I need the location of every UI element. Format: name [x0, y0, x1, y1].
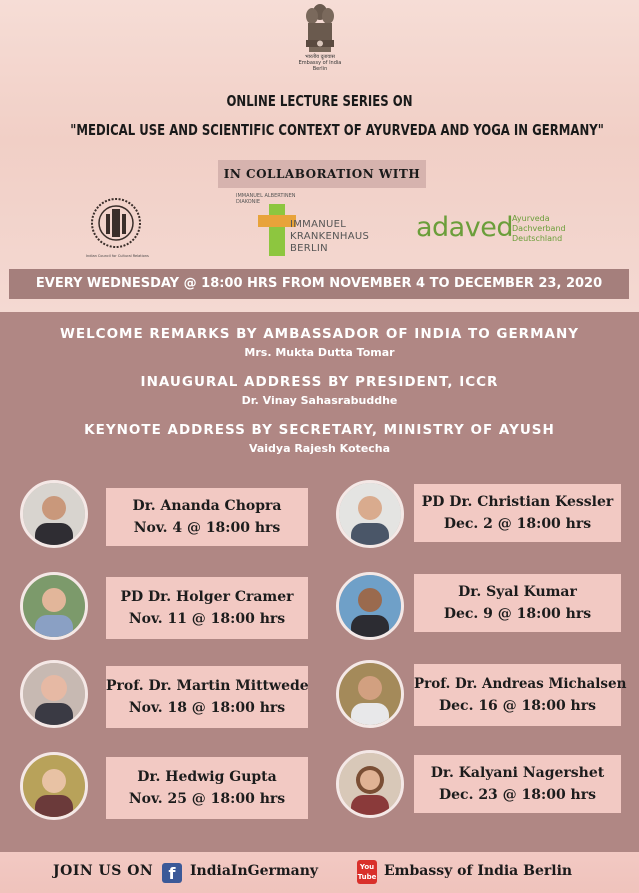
- speaker-card: [414, 664, 627, 726]
- speaker-name: Prof. Dr. Andreas Michalsen: [414, 676, 627, 692]
- speaker-card: [106, 488, 308, 546]
- welcome-remarks: [0, 326, 639, 359]
- person-icon: [339, 663, 401, 725]
- remark-speaker: Mrs. Mukta Dutta Tomar: [244, 346, 395, 359]
- footer-bar: [0, 852, 639, 893]
- person-icon: [23, 663, 85, 725]
- person-icon: [339, 483, 401, 545]
- person-icon: [339, 753, 401, 815]
- embassy-emblem: [296, 2, 344, 80]
- speaker-date: Nov. 4 @ 18:00 hrs: [133, 520, 281, 536]
- series-title: ONLINE LECTURE SERIES ON: [226, 92, 413, 110]
- speaker-photo: [20, 660, 88, 728]
- emblem-text-embassy: Embassy of India: [298, 60, 342, 66]
- collaboration-label: IN COLLABORATION WITH: [218, 160, 426, 188]
- ik-name: IMMANUEL KRANKENHAUS BERLIN: [290, 219, 370, 254]
- adaved-logo: [416, 212, 576, 248]
- speaker-date: Dec. 16 @ 18:00 hrs: [439, 698, 596, 714]
- immanuel-krankenhaus-logo: [236, 193, 376, 265]
- person-icon: [339, 575, 401, 637]
- speaker-name: Dr. Ananda Chopra: [132, 498, 282, 514]
- schedule-banner: EVERY WEDNESDAY @ 18:00 HRS FROM NOVEMBER 4 TO DECEMBER 23, 2020: [9, 269, 629, 299]
- speaker-date: Nov. 18 @ 18:00 hrs: [128, 700, 286, 716]
- speaker-photo: [20, 480, 88, 548]
- youtube-icon[interactable]: You Tube: [357, 860, 377, 884]
- keynote-address: [0, 422, 639, 455]
- speaker-date: Dec. 9 @ 18:00 hrs: [443, 606, 592, 622]
- speaker-name: PD Dr. Holger Cramer: [120, 589, 294, 605]
- iccr-logo: [86, 197, 149, 261]
- speaker-date: Nov. 11 @ 18:00 hrs: [128, 611, 286, 627]
- speaker-name: Dr. Kalyani Nagershet: [430, 765, 605, 781]
- person-icon: [23, 483, 85, 545]
- speaker-photo: [336, 750, 404, 818]
- ashoka-emblem-icon: [303, 2, 337, 54]
- speaker-photo: [20, 572, 88, 640]
- speaker-name: Dr. Syal Kumar: [458, 584, 577, 600]
- speaker-card: [414, 574, 621, 632]
- series-subtitle: "MEDICAL USE AND SCIENTIFIC CONTEXT OF AYURVEDA AND YOGA IN GERMANY": [70, 121, 604, 139]
- speaker-photo: [336, 572, 404, 640]
- remark-speaker: Dr. Vinay Sahasrabuddhe: [241, 394, 398, 407]
- iccr-emblem-icon: [90, 197, 142, 249]
- speaker-name: PD Dr. Christian Kessler: [421, 494, 614, 510]
- speaker-date: Nov. 25 @ 18:00 hrs: [128, 791, 286, 807]
- ik-cross-icon: [269, 204, 285, 256]
- speaker-card: [106, 666, 308, 728]
- emblem-text-hindi: भारतीय दूतावास: [305, 54, 335, 60]
- speaker-card: [414, 755, 621, 813]
- facebook-link[interactable]: IndiaInGermany: [190, 863, 319, 879]
- speaker-card: [106, 577, 308, 639]
- iccr-text: Indian Council for Cultural Relations: [86, 254, 149, 258]
- speaker-card: [414, 484, 621, 542]
- remark-heading: WELCOME REMARKS BY AMBASSADOR OF INDIA TO GERMANY: [59, 326, 580, 342]
- emblem-text-city: Berlin: [312, 66, 328, 72]
- adaved-subtitle: Ayurveda Dachverband Deutschland: [512, 214, 566, 243]
- youtube-link[interactable]: Embassy of India Berlin: [384, 863, 573, 879]
- speaker-name: Dr. Hedwig Gupta: [137, 769, 277, 785]
- speaker-card: [106, 757, 308, 819]
- facebook-icon[interactable]: f: [162, 863, 182, 883]
- person-icon: [23, 575, 85, 637]
- speaker-photo: [336, 480, 404, 548]
- person-icon: [23, 755, 85, 817]
- speaker-date: Dec. 23 @ 18:00 hrs: [439, 787, 596, 803]
- adaved-wordmark: adaved: [416, 212, 513, 243]
- speaker-name: Prof. Dr. Martin Mittwede: [106, 678, 309, 694]
- remark-heading: INAUGURAL ADDRESS BY PRESIDENT, ICCR: [140, 374, 499, 390]
- speaker-photo: [20, 752, 88, 820]
- speaker-date: Dec. 2 @ 18:00 hrs: [443, 516, 592, 532]
- remark-speaker: Vaidya Rajesh Kotecha: [248, 442, 391, 455]
- inaugural-address: [0, 374, 639, 407]
- ik-parent-text: IMMANUEL ALBERTINEN DIAKONIE: [236, 193, 296, 205]
- join-label: JOIN US ON: [53, 863, 154, 879]
- remark-heading: KEYNOTE ADDRESS BY SECRETARY, MINISTRY OF AYUSH: [84, 422, 555, 438]
- speaker-photo: [336, 660, 404, 728]
